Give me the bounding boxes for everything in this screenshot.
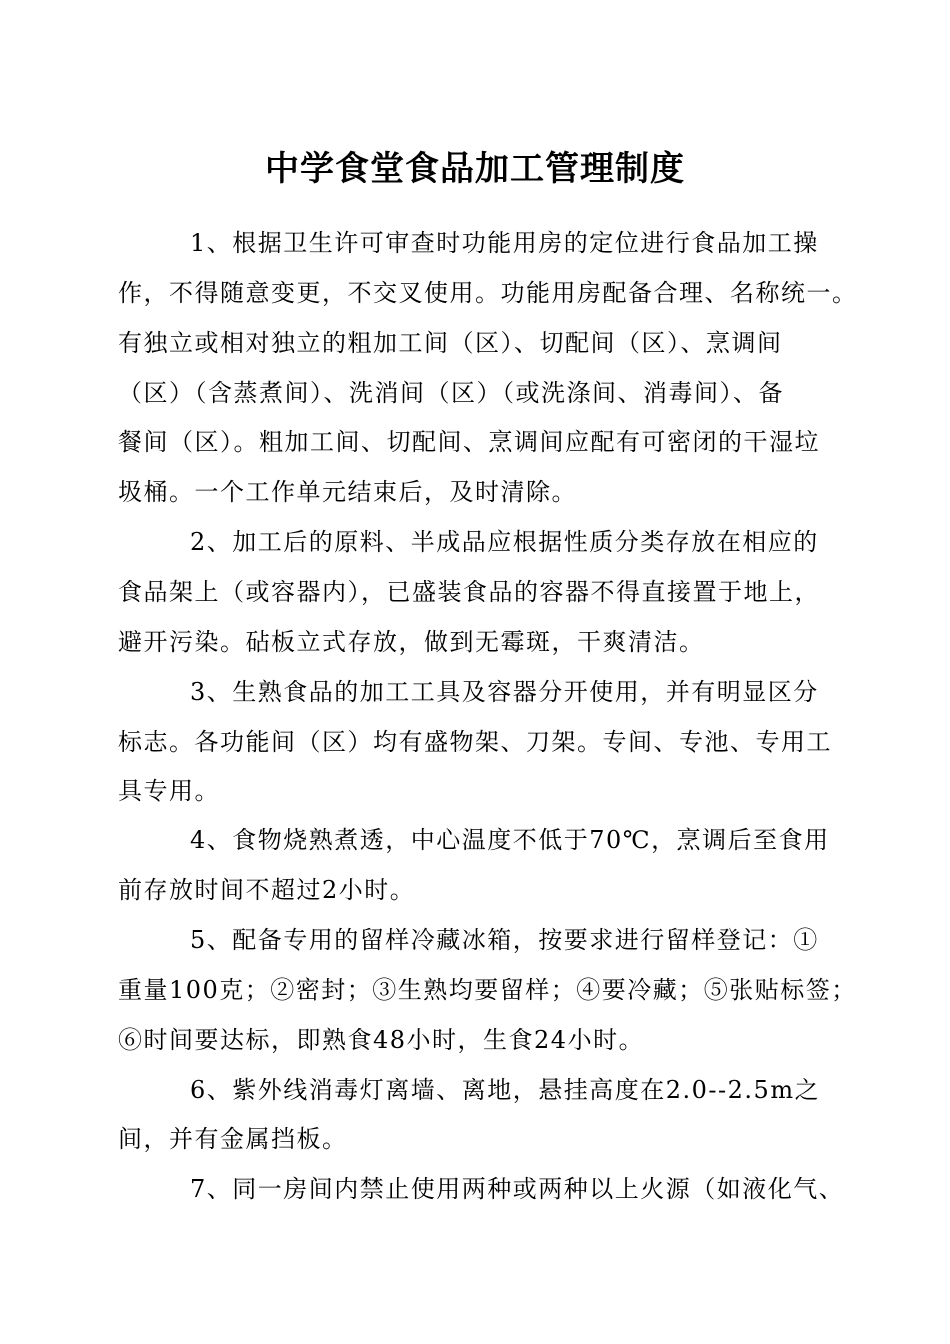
paragraph-4-line-2: 前存放时间不超过2小时。	[118, 876, 416, 904]
paragraph-3-line-3: 具专用。	[118, 777, 220, 805]
paragraph-3-line-2: 标志。各功能间（区）均有盛物架、刀架。专间、专池、专用工	[118, 728, 832, 756]
paragraph-1-line-4: （区）（含蒸煮间）、洗消间（区）（或洗涤间、消毒间）、备	[118, 379, 784, 407]
paragraph-7-line-1: 7、同一房间内禁止使用两种或两种以上火源（如液化气、	[190, 1175, 845, 1203]
paragraph-1-line-6: 圾桶。一个工作单元结束后，及时清除。	[118, 478, 577, 506]
paragraph-2-line-1: 2、加工后的原料、半成品应根据性质分类存放在相应的	[190, 528, 819, 556]
paragraph-4-line-1: 4、食物烧熟煮透，中心温度不低于70℃，烹调后至食用	[190, 826, 830, 854]
document-title: 中学食堂食品加工管理制度	[265, 149, 685, 189]
paragraph-5-line-3: ⑥时间要达标，即熟食48小时，生食24小时。	[118, 1026, 645, 1054]
paragraph-2-line-3: 避开污染。砧板立式存放，做到无霉斑，干爽清洁。	[118, 628, 705, 656]
paragraph-2-line-2: 食品架上（或容器内），已盛装食品的容器不得直接置于地上，	[118, 578, 820, 606]
paragraph-5-line-2: 重量100克；②密封；③生熟均要留样；④要冷藏；⑤张贴标签；	[118, 976, 857, 1004]
paragraph-6-line-2: 间，并有金属挡板。	[118, 1125, 348, 1153]
paragraph-1-line-3: 有独立或相对独立的粗加工间（区）、切配间（区）、烹调间	[118, 329, 783, 357]
paragraph-1-line-5: 餐间（区）。粗加工间、切配间、烹调间应配有可密闭的干湿垃	[118, 428, 820, 456]
paragraph-3-line-1: 3、生熟食品的加工工具及容器分开使用，并有明显区分	[190, 678, 819, 706]
paragraph-6-line-1: 6、紫外线消毒灯离墙、离地，悬挂高度在2.0--2.5m之	[190, 1076, 821, 1104]
paragraph-5-line-1: 5、配备专用的留样冷藏冰箱，按要求进行留样登记：①	[190, 926, 819, 954]
paragraph-1-line-2: 作，不得随意变更，不交叉使用。功能用房配备合理、名称统一。	[118, 279, 858, 307]
paragraph-1-line-1: 1、根据卫生许可审查时功能用房的定位进行食品加工操	[190, 229, 819, 257]
